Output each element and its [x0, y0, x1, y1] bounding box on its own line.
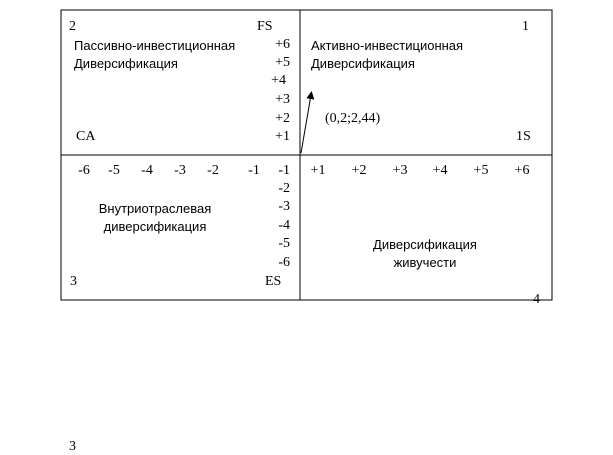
- positive-x-tick: +2: [351, 163, 367, 178]
- positive-x-tick: +1: [310, 163, 326, 178]
- lower-scale-tick: -4: [278, 218, 290, 233]
- upper-scale-tick: +4: [271, 73, 286, 88]
- positive-x-tick: +4: [432, 163, 448, 178]
- upper-scale-tick: +1: [275, 129, 290, 144]
- es-axis-label: ES: [265, 274, 282, 289]
- quadrant-3-number: 3: [70, 274, 77, 289]
- lower-scale-tick: -3: [278, 199, 290, 214]
- negative-x-tick: -3: [174, 163, 186, 178]
- quadrant-2-title-line-1: Пассивно-инвестиционная: [74, 38, 236, 53]
- is-axis-label: 1S: [516, 129, 531, 144]
- negative-x-tick: -1: [248, 163, 260, 178]
- lower-scale-tick: -6: [278, 255, 290, 270]
- quadrant-3-title-line-1: Внутриотраслевая: [98, 201, 212, 216]
- lower-scale-tick: -1: [278, 163, 290, 178]
- quadrant-1-title-line-2: Диверсификация: [311, 56, 415, 71]
- negative-x-tick: -4: [141, 163, 153, 178]
- upper-scale-tick: +3: [275, 92, 290, 107]
- positive-x-tick: +6: [514, 163, 530, 178]
- positive-x-tick: +5: [473, 163, 489, 178]
- quadrant-1-title-line-1: Активно-инвестиционная: [311, 38, 464, 53]
- quadrant-4-title-line-1: Диверсификация: [373, 237, 477, 252]
- position-vector-arrow: [301, 95, 311, 153]
- negative-x-tick: -6: [78, 163, 90, 178]
- quadrant-4-number: 4: [533, 292, 540, 307]
- quadrant-2-number: 2: [69, 19, 76, 34]
- lower-scale-tick: -2: [278, 181, 290, 196]
- quadrant-2-title-line-2: Диверсификация: [74, 56, 178, 71]
- ca-axis-label: CA: [76, 129, 96, 144]
- page-number: 3: [69, 439, 76, 454]
- upper-scale-tick: +2: [275, 111, 290, 126]
- negative-x-tick: -5: [108, 163, 120, 178]
- negative-x-tick: -2: [207, 163, 219, 178]
- positive-x-tick: +3: [392, 163, 408, 178]
- quadrant-3-title-line-2: диверсификация: [103, 219, 207, 234]
- lower-scale-tick: -5: [278, 236, 290, 251]
- upper-scale-tick: +5: [275, 55, 290, 70]
- quadrant-4-title-line-2: живучести: [393, 255, 457, 270]
- upper-scale-tick: +6: [275, 37, 290, 52]
- position-point-label: (0,2;2,44): [325, 111, 381, 126]
- fs-axis-label: FS: [257, 19, 273, 34]
- quadrant-1-number: 1: [522, 19, 529, 34]
